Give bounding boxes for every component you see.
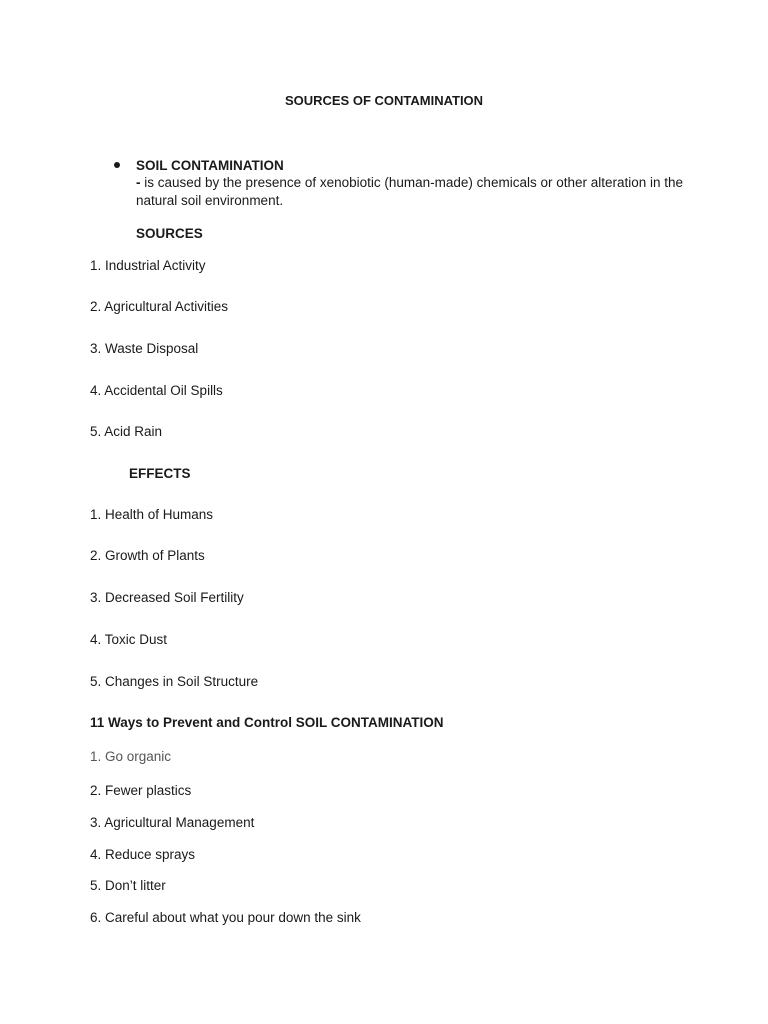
page-title: SOURCES OF CONTAMINATION: [284, 93, 484, 108]
bullet-dot-icon: [114, 162, 120, 168]
prevention-heading: 11 Ways to Prevent and Control SOIL CONTAMINATION: [90, 715, 444, 730]
prevention-item-4: 4. Reduce sprays: [90, 847, 196, 862]
source-item-5: 5. Acid Rain: [90, 424, 163, 439]
effect-item-3: 3. Decreased Soil Fertility: [90, 590, 244, 605]
prevention-item-1: 1. Go organic: [90, 749, 172, 764]
soil-contamination-definition: [136, 174, 696, 210]
effect-item-5: 5. Changes in Soil Structure: [90, 674, 259, 689]
prevention-item-2: 2. Fewer plastics: [90, 783, 192, 798]
prevention-item-5: 5. Don’t litter: [90, 878, 166, 893]
prevention-item-3: 3. Agricultural Management: [90, 815, 255, 830]
source-item-4: 4. Accidental Oil Spills: [90, 383, 223, 398]
effect-item-1: 1. Health of Humans: [90, 507, 214, 522]
soil-contamination-heading: SOIL CONTAMINATION: [136, 158, 284, 173]
sources-heading: SOURCES: [136, 226, 203, 241]
definition-text: is caused by the presence of xenobiotic (human-made) chemicals or other alteration in the natural soil environment.: [136, 175, 684, 208]
effects-heading: EFFECTS: [129, 466, 191, 481]
source-item-1: 1. Industrial Activity: [90, 258, 206, 273]
definition-dash: -: [136, 175, 141, 190]
source-item-3: 3. Waste Disposal: [90, 341, 199, 356]
effect-item-4: 4. Toxic Dust: [90, 632, 168, 647]
source-item-2: 2. Agricultural Activities: [90, 299, 229, 314]
prevention-item-6: 6. Careful about what you pour down the sink: [90, 910, 361, 925]
effect-item-2: 2. Growth of Plants: [90, 548, 205, 563]
